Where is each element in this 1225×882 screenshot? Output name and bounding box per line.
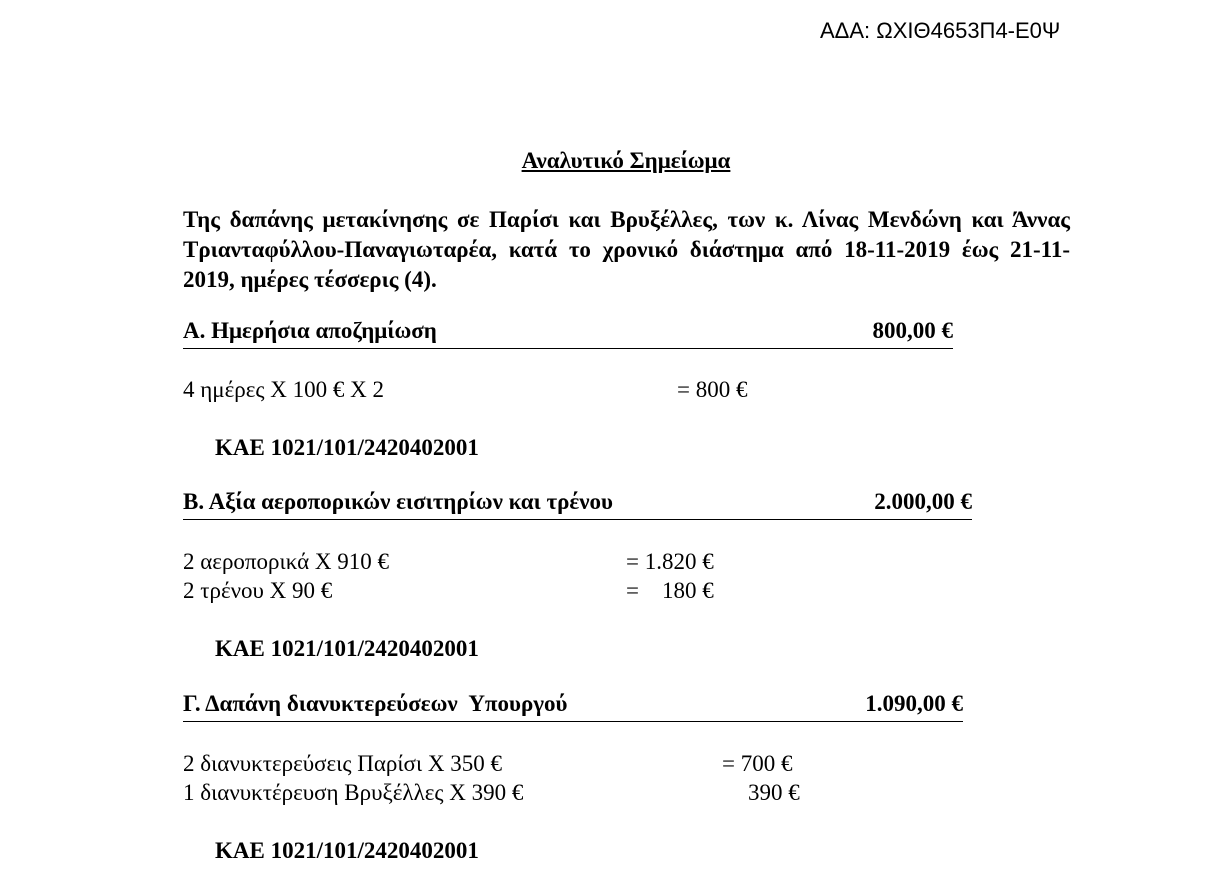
- section-a-line-1: 4 ημέρες Χ 100 € Χ 2: [183, 377, 384, 402]
- intro-paragraph: Της δαπάνης μετακίνησης σε Παρίσι και Βρυξέλλες, των κ. Λίνας Μενδώνη και Άννας Τριανταφύλλου-Παναγιωταρέα, κατά το χρονικό διάστημα από 18-11-2019 έως 21-11-2019, ημέρες τέσσερις (4).: [183, 207, 1070, 292]
- ada-code: ΑΔΑ: ΩΧΙΘ4653Π4-Ε0Ψ: [820, 18, 1061, 43]
- section-b-line-2: 2 τρένου Χ 90 €: [183, 578, 333, 603]
- section-a-kae: ΚΑΕ 1021/101/2420402001: [215, 435, 479, 460]
- section-a-line-1-value: = 800 €: [677, 377, 748, 402]
- section-c-kae: ΚΑΕ 1021/101/2420402001: [215, 838, 479, 863]
- section-b-kae: ΚΑΕ 1021/101/2420402001: [215, 636, 479, 661]
- section-b-line-2-value: = 180 €: [626, 578, 714, 603]
- section-a-amount: 800,00 €: [872, 318, 953, 343]
- section-b-heading: [183, 489, 972, 520]
- section-c-line-1-value: = 700 €: [722, 751, 793, 776]
- document-title: Αναλυτικό Σημείωμα: [521, 148, 731, 173]
- section-c-heading: [183, 691, 963, 722]
- section-c-line-1: 2 διανυκτερεύσεις Παρίσι Χ 350 €: [183, 751, 503, 776]
- section-b-label: Β. Αξία αεροπορικών εισιτηρίων και τρένου: [183, 489, 613, 514]
- section-c-label: Γ. Δαπάνη διανυκτερεύσεων Υπουργού: [183, 691, 568, 716]
- section-c-line-2-value: 390 €: [748, 780, 800, 805]
- section-c-line-2: 1 διανυκτέρευση Βρυξέλλες Χ 390 €: [183, 780, 524, 805]
- section-a-label: Α. Ημερήσια αποζημίωση: [183, 318, 437, 343]
- section-b-line-1: 2 αεροπορικά Χ 910 €: [183, 549, 390, 574]
- section-c-amount: 1.090,00 €: [865, 691, 963, 716]
- section-b-line-1-value: = 1.820 €: [626, 549, 714, 574]
- section-a-heading: [183, 318, 953, 349]
- section-b-amount: 2.000,00 €: [874, 489, 972, 514]
